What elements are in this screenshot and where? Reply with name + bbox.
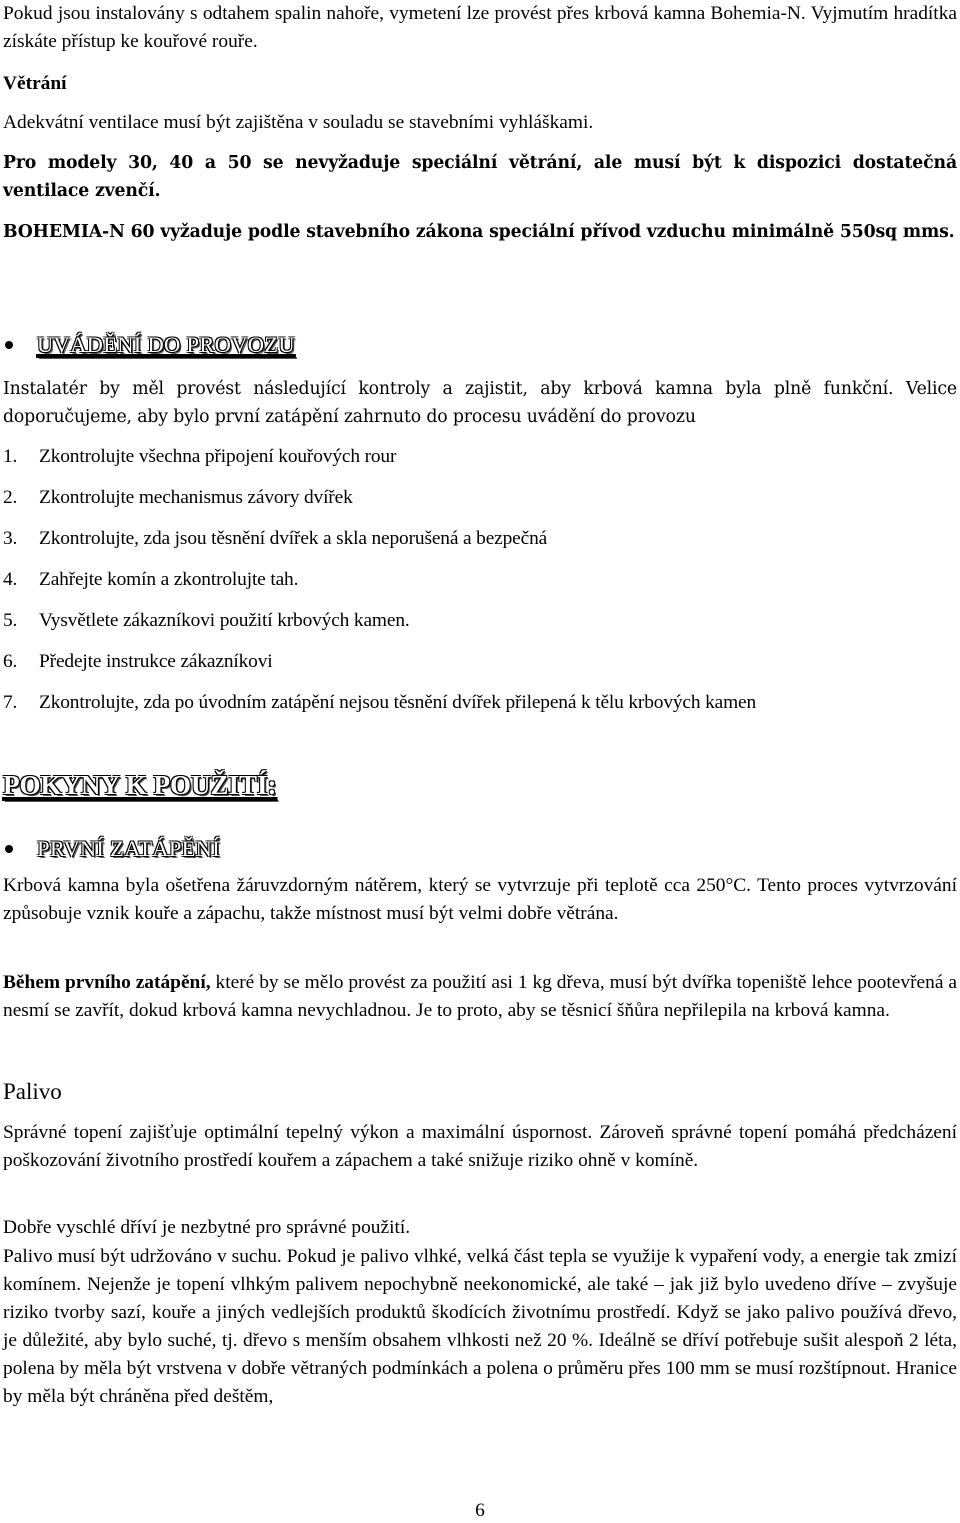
intro-paragraph: Pokud jsou instalovány s odtahem spalin nahoře, vymetení lze provést přes krbová kamna Bohemia-N. Vyjmutím hradítka získáte přístup ke kouřové rouře. [3, 3, 957, 52]
first-fire-text: které by se mělo provést za použití asi 1 kg dřeva, musí být dvířka topeniště lehce pootevřená a nesmí se zavřít, dokud krbová kamna nevychladnou. Je to proto, aby se těsnicí šňůra nepřilepila na krbová kamna. [3, 972, 957, 1021]
list-item [3, 607, 957, 635]
first-fire-heading-row [3, 832, 220, 866]
list-item-text: Zahřejte komín a zkontrolujte tah. [39, 569, 299, 590]
first-fire-heading: PRVNÍ ZATÁPĚNÍ [37, 836, 221, 861]
list-item-number: 3. [3, 528, 18, 549]
ventilation-paragraph-1: Adekvátní ventilace musí být zajištěna v souladu se stavebními vyhláškami. [3, 112, 594, 133]
list-item [3, 484, 957, 512]
list-item-number: 1. [3, 446, 18, 467]
fuel-paragraph-1: Správné topení zajišťuje optimální tepelný výkon a maximální úspornost. Zároveň správné topení pomáhá předcházení poškozování životního prostředí kouřem a zápachem a také snižuje riziko ohně v komíně. [3, 1122, 957, 1171]
ventilation-paragraph-3: BOHEMIA-N 60 vyžaduje podle stavebního zákona speciální přívod vzduchu minimálně 550sq mms. [3, 222, 955, 242]
list-item-text: Zkontrolujte mechanismus závory dvířek [39, 487, 353, 508]
list-item-number: 7. [3, 692, 18, 713]
commissioning-heading: UVÁDĚNÍ DO PROVOZU [37, 332, 295, 357]
ventilation-paragraph-2: Pro modely 30, 40 a 50 se nevyžaduje speciální větrání, ale musí být k dispozici dostatečná ventilace zvenčí. [3, 153, 957, 201]
page-number: 6 [475, 1500, 485, 1521]
list-item [3, 443, 957, 471]
first-fire-paragraph-2 [3, 969, 957, 1025]
commissioning-intro: Instalatér by měl provést následující kontroly a zajistit, aby krbová kamna byla plně funkční. Velice doporučujeme, aby bylo první zatápění zahrnuto do procesu uvádění do provozu [3, 379, 957, 427]
fuel-heading: Palivo [3, 1079, 62, 1104]
list-item [3, 648, 957, 676]
bullet-icon [5, 845, 13, 853]
first-fire-paragraph-1: Krbová kamna byla ošetřena žáruvzdorným nátěrem, který se vytvrzuje při teplotě cca 250°C. Tento proces vytvrzování způsobuje vznik kouře a zápachu, takže místnost musí být velmi dobře větrána. [3, 875, 957, 924]
commissioning-heading-row [3, 328, 295, 362]
list-item [3, 566, 957, 594]
list-item-text: Zkontrolujte všechna připojení kouřových rour [39, 446, 397, 467]
list-item-number: 4. [3, 569, 18, 590]
list-item-number: 5. [3, 610, 18, 631]
bullet-icon [5, 341, 13, 349]
list-item-text: Zkontrolujte, zda po úvodním zatápění nejsou těsnění dvířek přilepená k tělu krbových kamen [39, 692, 757, 713]
usage-title: POKYNY K POUŽITÍ: [3, 770, 277, 800]
list-item-text: Zkontrolujte, zda jsou těsnění dvířek a skla neporušená a bezpečná [39, 528, 548, 549]
fuel-paragraph-3: Palivo musí být udržováno v suchu. Pokud je palivo vlhké, velká část tepla se využije k vypaření vody, a energie tak zmizí komínem. Nejenže je topení vlhkým palivem nepochybně neekonomické, ale také – jak již bylo uvedeno dříve – zvyšuje riziko tvorby sazí, kouře a jiných vedlejších produktů škodících životnímu prostředí. Když se jako palivo používá dřevo, je důležité, aby bylo suché, tj. dřevo s menším obsahem vlhkosti než 20 %. Ideálně se dříví potřebuje sušit alespoň 2 léta, polena by měla být vrstvena v dobře větraných podmínkách a polena o průměru přes 100 mm se musí rozštípnout. Hranice by měla být chráněna před deštěm, [3, 1246, 957, 1407]
first-fire-emphasis: Během prvního zatápění, [3, 972, 211, 993]
list-item-number: 6. [3, 651, 18, 672]
list-item [3, 525, 957, 553]
ventilation-heading: Větrání [3, 73, 67, 94]
list-item-text: Vysvětlete zákazníkovi použití krbových kamen. [39, 610, 410, 631]
list-item-text: Předejte instrukce zákazníkovi [39, 651, 273, 672]
fuel-paragraph-2: Dobře vyschlé dříví je nezbytné pro správné použití. [3, 1217, 411, 1238]
list-item-number: 2. [3, 487, 18, 508]
list-item [3, 689, 957, 717]
